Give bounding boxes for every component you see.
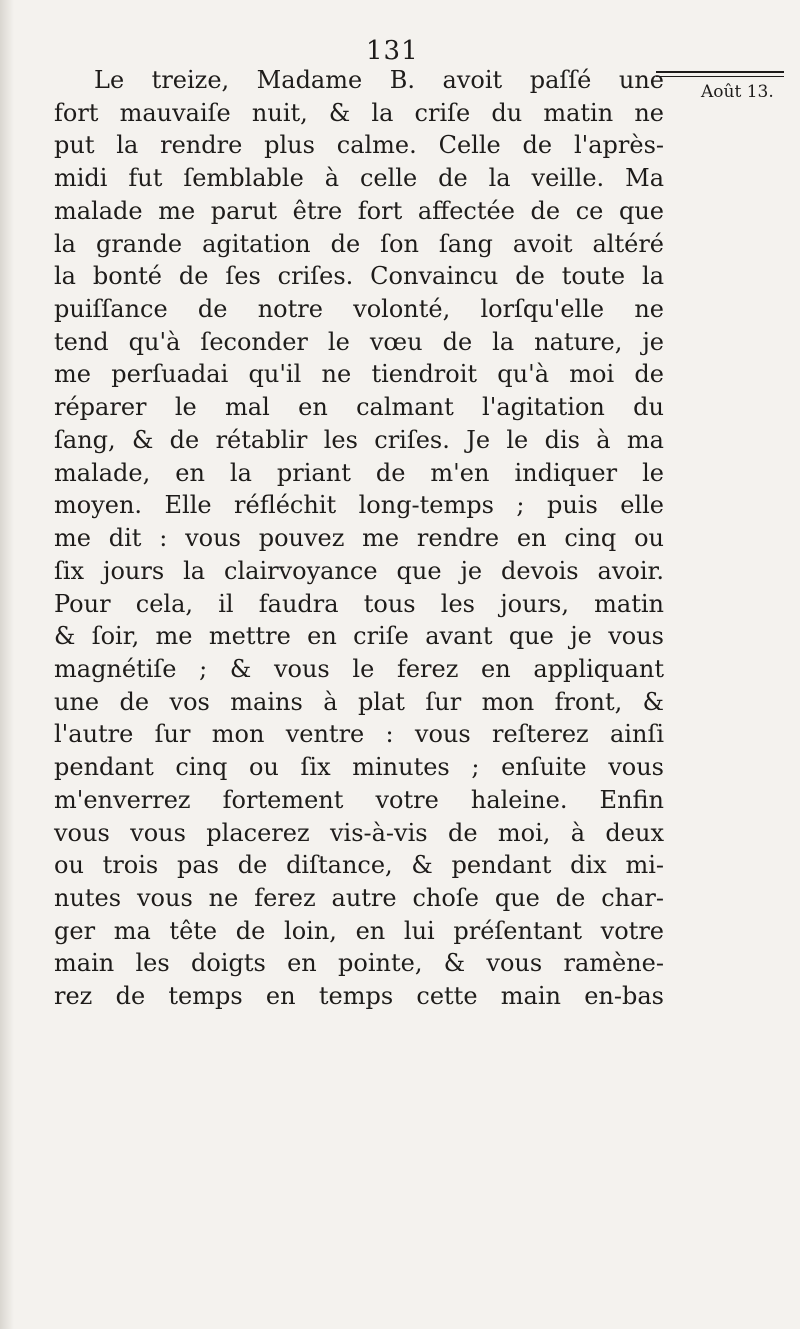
text-line: la bonté de ſes criſes. Convaincu de toute la — [54, 262, 664, 291]
text-line: ſang, & de rétablir les criſes. Je le dis à ma — [54, 425, 664, 454]
text-line: Pour cela, il faudra tous les jours, matin — [54, 589, 664, 618]
text-line: ger ma tête de loin, en lui préſentant votre — [54, 916, 664, 945]
text-line: rez de temps en temps cette main en-bas — [54, 982, 664, 1011]
text-line: magnétiſe ; & vous le ferez en appliquant — [54, 654, 664, 683]
text-line: puiſſance de notre volonté, lorſqu'elle ne — [54, 295, 664, 324]
margin-rule-thin — [656, 76, 784, 77]
text-line: nutes vous ne ferez autre choſe que de char- — [54, 883, 664, 912]
text-line: une de vos mains à plat ſur mon front, & — [54, 687, 664, 716]
text-line: main les doigts en pointe, & vous ramène- — [54, 949, 664, 978]
text-line: & ſoir, me mettre en criſe avant que je vous — [54, 622, 664, 651]
text-line: moyen. Elle réfléchit long-temps ; puis elle — [54, 491, 664, 520]
text-line: malade me parut être fort affectée de ce que — [54, 196, 664, 225]
text-line: ou trois pas de diſtance, & pendant dix mi- — [54, 851, 664, 880]
text-line: fort mauvaiſe nuit, & la criſe du matin ne — [54, 98, 664, 127]
text-line: ſix jours la clairvoyance que je devois avoir. — [54, 556, 664, 585]
text-line: me dit : vous pouvez me rendre en cinq ou — [54, 524, 664, 553]
page-number: 131 — [366, 36, 419, 66]
text-line: vous vous placerez vis-à-vis de moi, à deux — [54, 818, 664, 847]
margin-rule — [656, 71, 784, 73]
text-line: m'enverrez fortement votre haleine. Enfin — [54, 785, 664, 814]
text-line: tend qu'à ſeconder le vœu de la nature, je — [54, 327, 664, 356]
text-line: l'autre ſur mon ventre : vous reſterez ainſi — [54, 720, 664, 749]
body-text — [54, 64, 664, 1013]
text-line: la grande agitation de ſon ſang avoit altéré — [54, 229, 664, 258]
text-line: put la rendre plus calme. Celle de l'après- — [54, 131, 664, 160]
text-line: me perſuadai qu'il ne tiendroit qu'à moi de — [54, 360, 664, 389]
text-line: Le treize, Madame B. avoit paſſé une — [94, 66, 664, 94]
text-line: réparer le mal en calmant l'agitation du — [54, 393, 664, 422]
text-line: pendant cinq ou ſix minutes ; enſuite vous — [54, 753, 664, 782]
margin-date-note: Août 13. — [701, 82, 774, 102]
text-line: midi fut ſemblable à celle de la veille. Ma — [54, 164, 664, 193]
text-line: malade, en la priant de m'en indiquer le — [54, 458, 664, 487]
page-gutter-shadow — [0, 0, 14, 1329]
